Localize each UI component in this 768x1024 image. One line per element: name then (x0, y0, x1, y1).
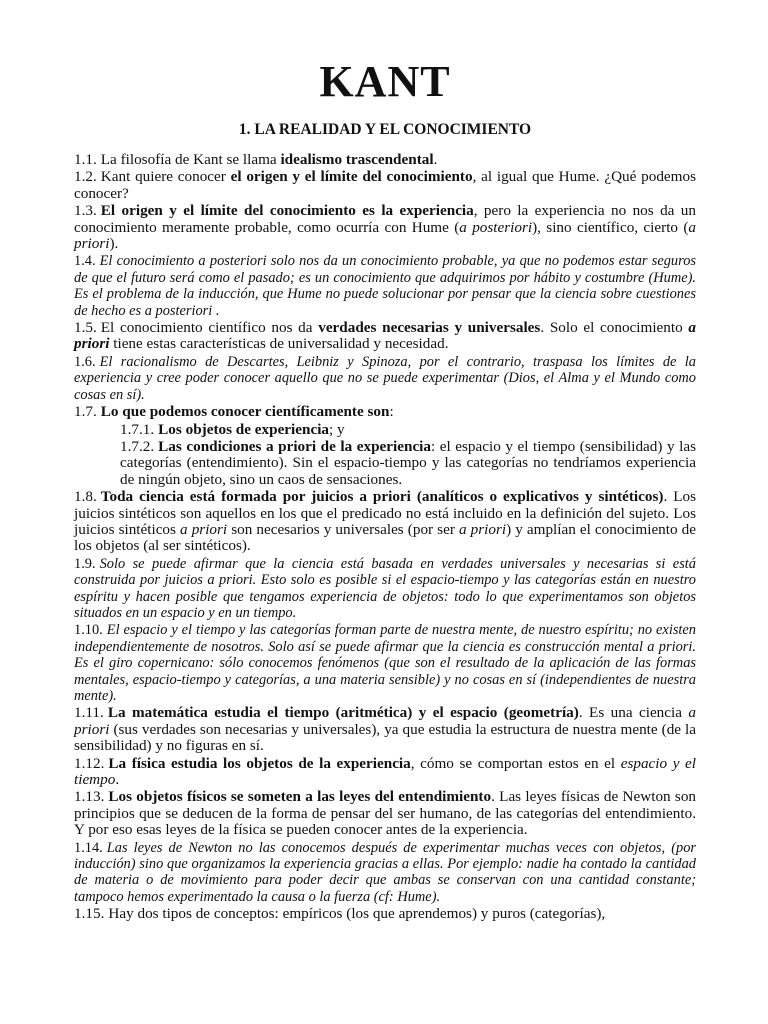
section-heading: 1. LA REALIDAD Y EL CONOCIMIENTO (238, 121, 532, 138)
paragraph-1-9: 1.9. Solo se puede afirmar que la ciencia está basada en verdades universales y necesarias si está construida por juicios a priori. Esto solo es posible si el espacio-tiempo y las categorías están en nuestro espíritu y hacen posible que tengamos experiencia de objetos: todo lo que experimentamos son objetos situados en un espacio y en un tiempo. (74, 555, 696, 621)
paragraph-1-8: 1.8. Toda ciencia está formada por juicios a priori (analíticos o explicativos y sintéticos). Los juicios sintéticos son aquellos en los que el predicado no está incluido en la definición del sujeto. Los juicios sintéticos a priori son necesarios y universales (por ser a priori) y amplían el conocimiento de los objetos (al ser sintéticos). (74, 488, 697, 555)
paragraph-1-6: 1.6. El racionalismo de Descartes, Leibniz y Spinoza, por el contrario, traspasa los límites de la experiencia y cree poder conocer aquello que no se puede experimentar (Dios, el Alma y el Mundo como cosas en sí). (74, 353, 696, 403)
paragraph-1-7-2: 1.7.2. Las condiciones a priori de la experiencia: el espacio y el tiempo (sensibilidad) y las categorías (entendimiento). Sin el espacio-tiempo y las categorías no tendríamos experiencia de ningún objeto, sino un caos de sensaciones. (120, 437, 697, 488)
paragraph-1-11: 1.11. La matemática estudia el tiempo (aritmética) y el espacio (geometría). Es una ciencia a priori (sus verdades son necesarias y universales), ya que estudia la estructura de nuestra mente (de la sensibilidad) y no figuras en sí. (74, 704, 696, 755)
paragraph-1-10: 1.10. El espacio y el tiempo y las categorías forman parte de nuestra mente, de nuestro espíritu; no existen independientemente de nosotros. Solo así se puede afirmar que la ciencia es construcción mental a priori. Es el giro copernicano: sólo conocemos fenómenos (que son el resultado de la aplicación de las formas mentales, espacio-tiempo y categorías, a una materia sensible) y no cosas en sí (independientes de nuestra mente). (74, 622, 696, 704)
paragraph-1-7: 1.7. Lo que podemos conocer científicamente son: (74, 403, 394, 421)
paragraph-1-12: 1.12. La física estudia los objetos de la experiencia, cómo se comportan estos en el espacio y el tiempo. (74, 754, 696, 789)
paragraph-1-1: 1.1. La filosofía de Kant se llama idealismo trascendental. (74, 151, 438, 168)
paragraph-1-5: 1.5. El conocimiento científico nos da verdades necesarias y universales. Solo el conocimiento a priori tiene estas características de universalidad y necesidad. (74, 319, 696, 353)
paragraph-1-2: 1.2. Kant quiere conocer el origen y el límite del conocimiento, al igual que Hume. ¿Qué podemos conocer? (74, 168, 696, 202)
paragraph-1-4: 1.4. El conocimiento a posteriori solo nos da un conocimiento probable, ya que no podemos estar seguros de que el futuro será como el pasado; es un conocimiento que adquirimos por hábito y costumbre (Hume). Es el problema de la inducción, que Hume no puede solucionar por pensar que la ciencia sobre cuestiones de hecho es a posteriori . (74, 253, 696, 319)
paragraph-1-15: 1.15. Hay dos tipos de conceptos: empíricos (los que aprendemos) y puros (categorías), (74, 905, 606, 923)
document-title: KANT (319, 57, 451, 106)
paragraph-1-14: 1.14. Las leyes de Newton no las conocemos después de experimentar muchas veces con objetos, (por inducción) sino que organizamos la experiencia gracias a ellas. Por ejemplo: nadie ha contado la cantidad de materia o de movimiento para poder decir que ambas se conservan con una cantidad constante; tampoco hemos experimentado la causa o la fuerza (cf: Hume). (74, 839, 696, 905)
paragraph-1-7-1: 1.7.1. Los objetos de experiencia; y (120, 420, 345, 438)
paragraph-1-13: 1.13. Los objetos físicos se someten a las leyes del entendimiento. Las leyes físicas de Newton son principios que se deducen de la forma de pensar del ser humano, de las categorías del entendimiento. Y por eso esas leyes de la física se pueden conocer antes de la experiencia. (74, 788, 697, 839)
paragraph-1-3: 1.3. El origen y el límite del conocimiento es la experiencia, pero la experiencia no nos da un conocimiento meramente probable, como ocurría con Hume (a posteriori), sino científico, cierto (a priori). (74, 202, 696, 253)
